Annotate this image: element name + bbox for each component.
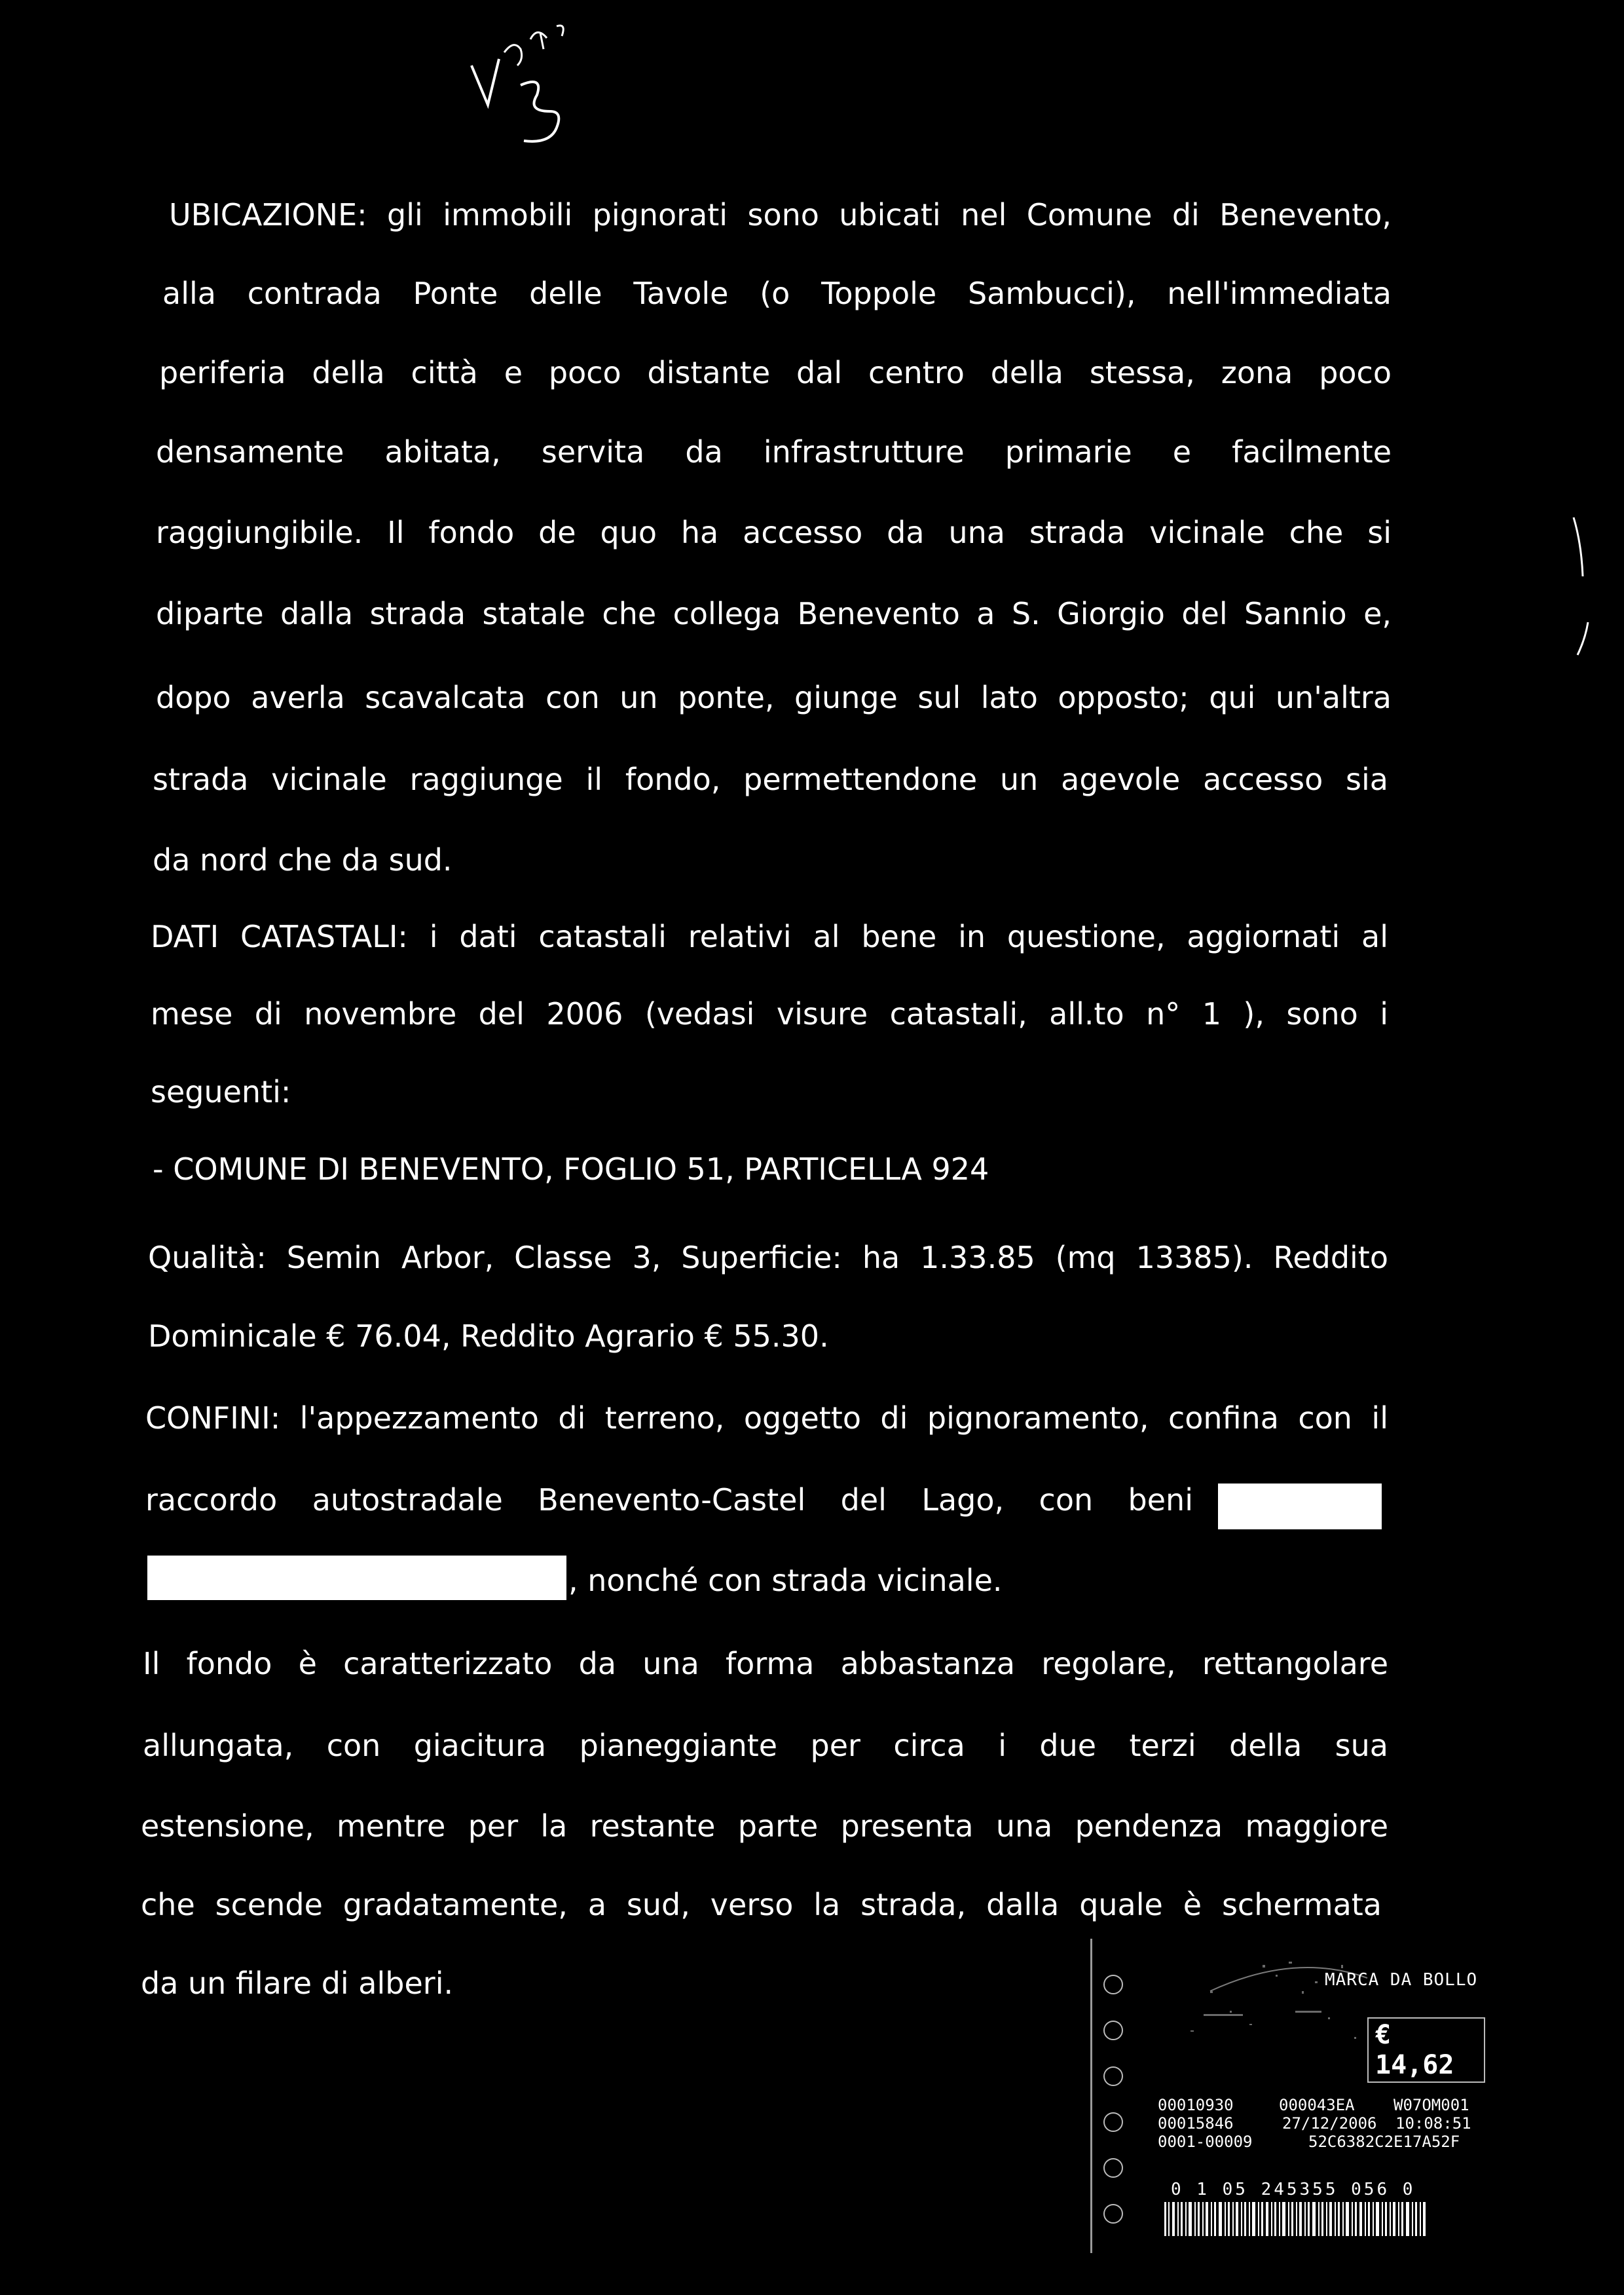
text-line: diparte dalla strada statale che collega Benevento a S. Giorgio del Sannio e, [156, 596, 1392, 631]
text-line: da un filare di alberi. [141, 1966, 454, 2001]
margin-bracket-mark [1568, 511, 1595, 662]
redaction-block [1218, 1483, 1382, 1529]
text-line: che scende gradatamente, a sud, verso la strada, dalla quale è schermata [141, 1887, 1382, 1922]
text-line: allungata, con giacitura pianeggiante per circa i due terzi della sua [143, 1728, 1388, 1763]
text-line: Qualità: Semin Arbor, Classe 3, Superficie: ha 1.33.85 (mq 13385). Reddito [148, 1240, 1388, 1275]
revenue-stamp [1090, 1939, 1485, 2253]
text-line: raccordo autostradale Benevento-Castel del Lago, con beni [145, 1482, 1193, 1518]
text-line: CONFINI: l'appezzamento di terreno, oggetto di pignoramento, confina con il [145, 1400, 1388, 1436]
stamp-title: MARCA DA BOLLO [1325, 1970, 1478, 1990]
stamp-time: 10:08:51 [1395, 2114, 1471, 2133]
text-line: mese di novembre del 2006 (vedasi visure catastali, all.to n° 1 ), sono i [151, 996, 1388, 1032]
barcode-number: 0 1 05 245355 056 0 [1171, 2180, 1416, 2199]
text-line: periferia della città e poco distante dal centro della stessa, zona poco [159, 355, 1392, 390]
text-line: UBICAZIONE: gli immobili pignorati sono ubicati nel Comune di Benevento, [169, 197, 1392, 233]
stamp-value: € 14,62 [1367, 2017, 1485, 2083]
handwritten-initials [458, 13, 576, 144]
text-line: dopo averla scavalcata con un ponte, giunge sul lato opposto; qui un'altra [156, 680, 1392, 715]
text-line: estensione, mentre per la restante parte presenta una pendenza maggiore [141, 1808, 1388, 1844]
stamp-code: 000043EA [1279, 2096, 1355, 2114]
stamp-code: 00010930 [1158, 2096, 1234, 2114]
stamp-date: 27/12/2006 [1282, 2114, 1377, 2133]
text-line: strada vicinale raggiunge il fondo, permettendone un agevole accesso sia [153, 762, 1388, 797]
text-line: raggiungibile. Il fondo de quo ha accesso da una strada vicinale che si [156, 515, 1392, 550]
text-line: DATI CATASTALI: i dati catastali relativi al bene in questione, aggiornati al [151, 919, 1388, 954]
text-line: da nord che da sud. [153, 842, 452, 878]
redaction-block [147, 1556, 566, 1600]
stamp-code: 00015846 [1158, 2114, 1234, 2133]
barcode [1164, 2202, 1426, 2236]
text-line: Dominicale € 76.04, Reddito Agrario € 55.30. [148, 1318, 829, 1354]
stamp-seal-strip [1100, 1958, 1126, 2240]
stamp-hash: 52C6382C2E17A52F [1308, 2133, 1460, 2151]
stamp-code: 0001-00009 [1158, 2133, 1253, 2151]
text-line: alla contrada Ponte delle Tavole (o Toppole Sambucci), nell'immediata [162, 276, 1392, 311]
text-line: seguenti: [151, 1074, 291, 1110]
text-line: densamente abitata, servita da infrastrutture primarie e facilmente [156, 434, 1392, 470]
text-line: Il fondo è caratterizzato da una forma abbastanza regolare, rettangolare [143, 1646, 1388, 1681]
handwriting-signature [458, 13, 576, 144]
text-line: - COMUNE DI BENEVENTO, FOGLIO 51, PARTICELLA 924 [153, 1151, 989, 1187]
stamp-code: W07OM001 [1393, 2096, 1469, 2114]
text-line: , nonché con strada vicinale. [568, 1563, 1003, 1598]
